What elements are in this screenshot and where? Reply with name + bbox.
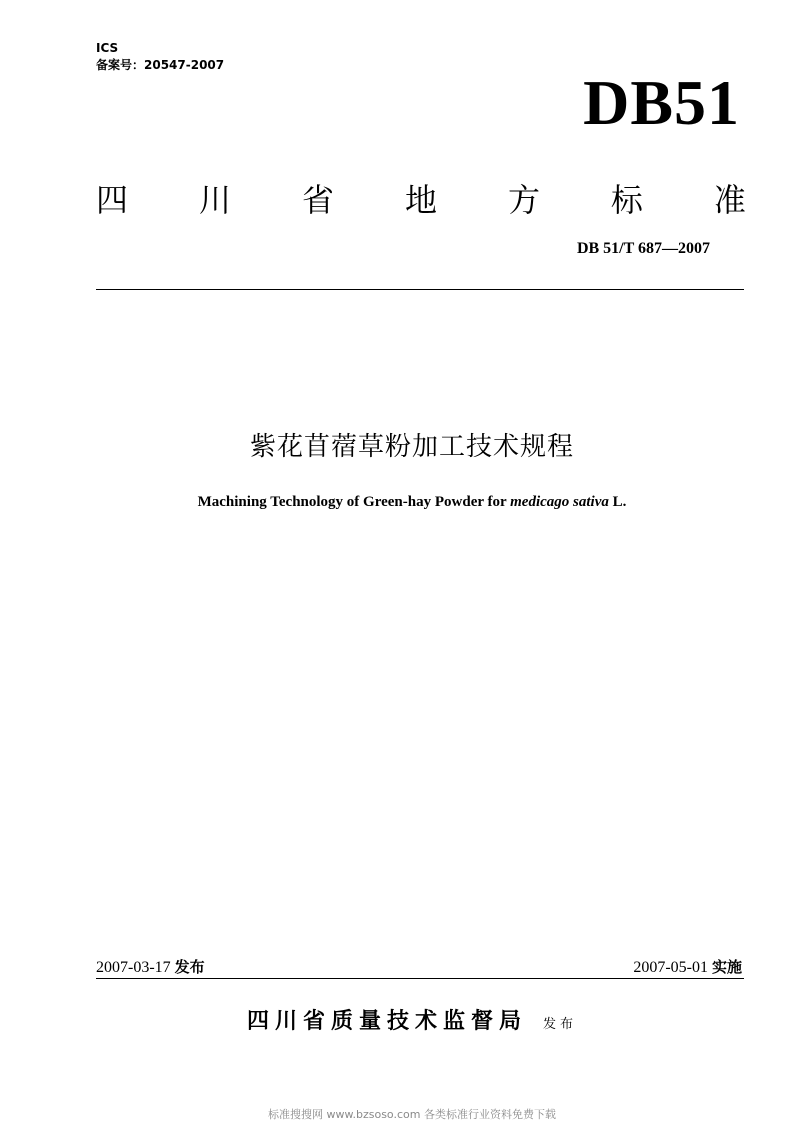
issue-date: 2007-03-17 (96, 959, 171, 976)
issuing-organization: 四川省质量技术监督局 (246, 1009, 527, 1034)
title-english-prefix: Machining Technology of Green-hay Powder for (197, 494, 511, 510)
standard-type-heading (96, 176, 746, 220)
implement-date-block (540, 956, 742, 977)
implement-date: 2007-05-01 (633, 959, 708, 976)
title-english (0, 494, 800, 511)
standard-type-char: 省 (301, 181, 334, 219)
record-number: 备案号：20547-2007 (96, 58, 225, 72)
ics-block (96, 40, 224, 74)
issuer-line (0, 1004, 800, 1035)
issue-date-block (96, 956, 205, 977)
standard-type-char: 准 (713, 181, 746, 219)
standard-type-char: 地 (404, 181, 437, 219)
implement-label: 实施 (711, 958, 742, 976)
standard-type-char: 方 (507, 181, 540, 219)
standard-type-char: 川 (198, 181, 231, 219)
ics-label: ICS (96, 41, 119, 55)
footer-watermark: 标准搜搜网 www.bzsoso.com 各类标准行业资料免费下载 (268, 1108, 556, 1121)
title-chinese: 紫花苜蓿草粉加工技术规程 (249, 432, 574, 462)
issuer-action: 发布 (543, 1017, 578, 1032)
standard-code: DB 51/T 687—2007 (576, 240, 710, 257)
issue-label: 发布 (174, 958, 205, 976)
standard-type-char: 四 (96, 181, 129, 219)
db51-logo: DB51 (583, 67, 740, 138)
title-english-species: medicago sativa (510, 494, 609, 510)
top-divider (96, 289, 744, 290)
title-english-suffix: L. (608, 494, 627, 510)
bottom-divider (96, 978, 744, 979)
standard-type-char: 标 (610, 181, 643, 219)
